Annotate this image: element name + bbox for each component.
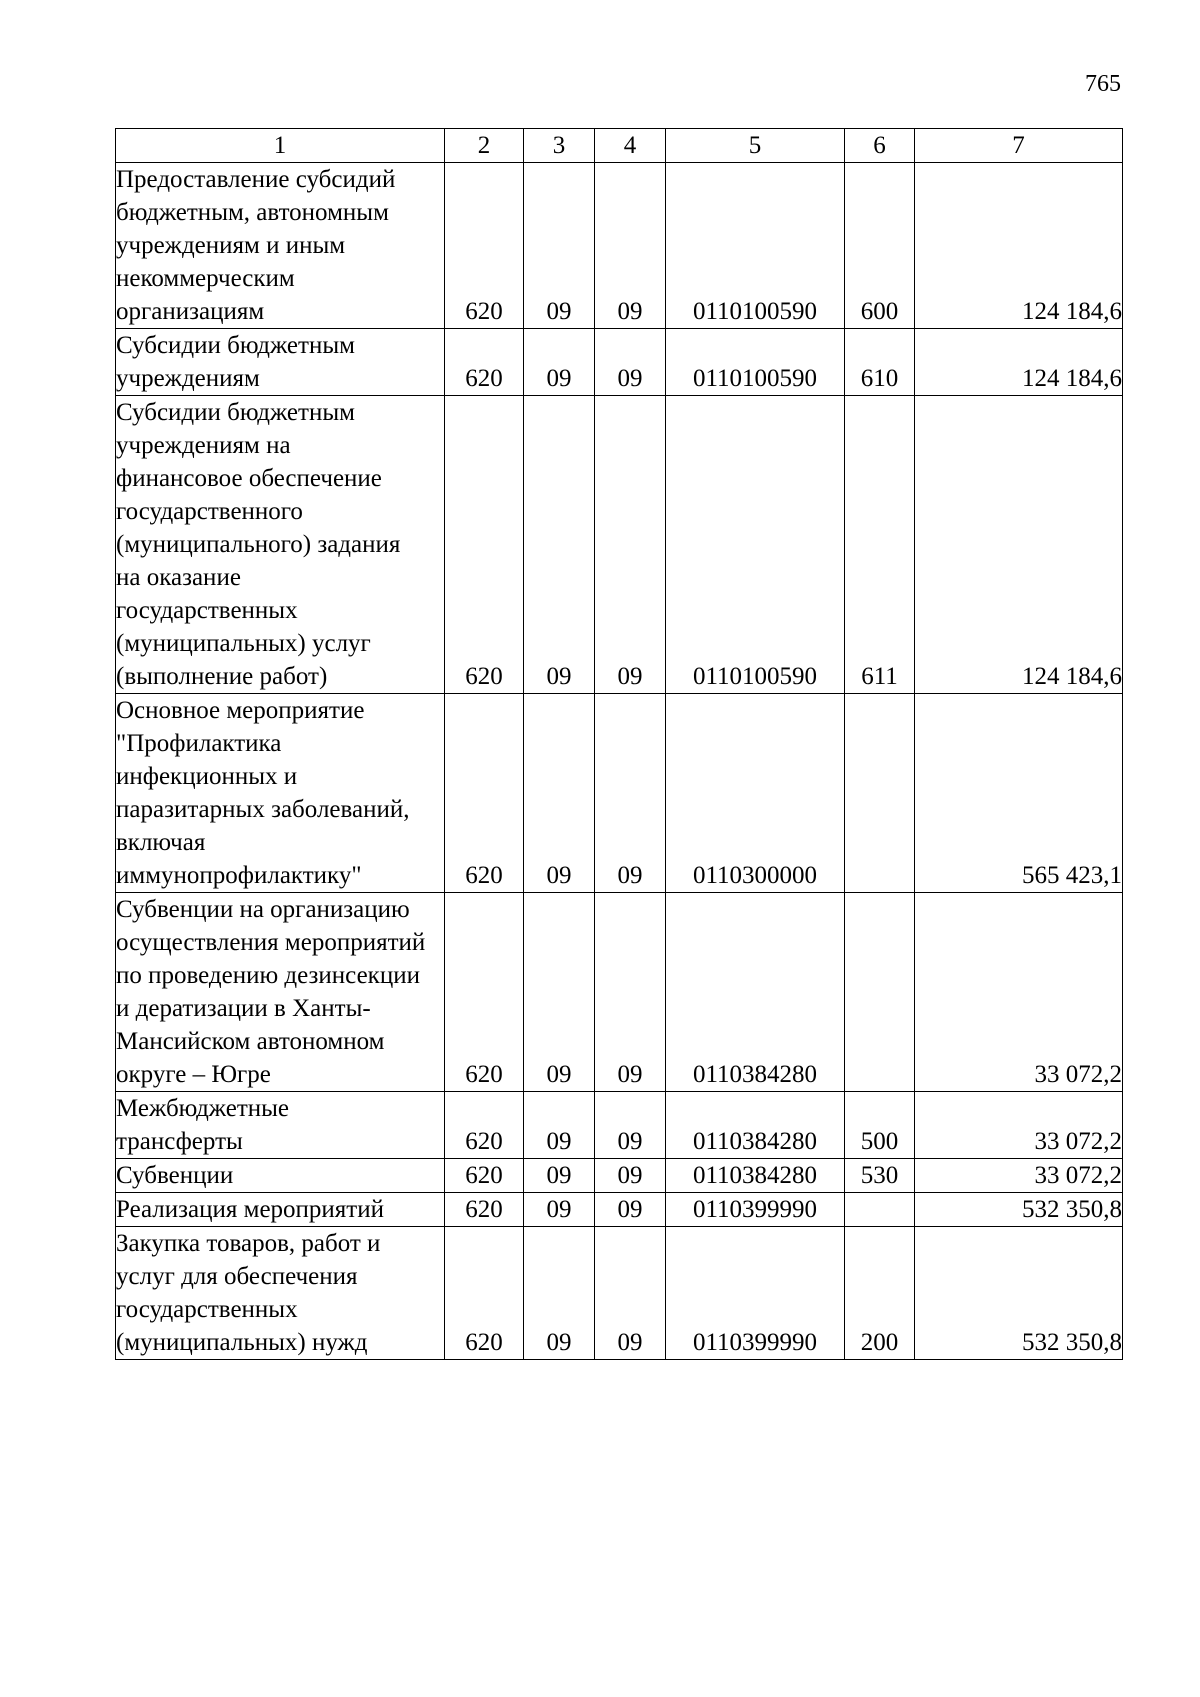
row-type	[845, 893, 915, 1092]
row-type: 611	[845, 396, 915, 694]
row-name: Субсидии бюджетным учреждениям	[116, 329, 445, 396]
row-name: Предоставление субсидий бюджетным, автономным учреждениям и иным некоммерческим организациям	[116, 163, 445, 329]
header-col-6: 6	[845, 129, 915, 163]
row-amount: 532 350,8	[915, 1193, 1123, 1227]
row-ministry: 620	[445, 1193, 524, 1227]
row-target: 0110384280	[666, 1092, 845, 1159]
row-amount: 124 184,6	[915, 329, 1123, 396]
row-subsection: 09	[595, 694, 666, 893]
row-subsection: 09	[595, 329, 666, 396]
table-row	[116, 163, 1123, 329]
row-subsection: 09	[595, 893, 666, 1092]
row-ministry: 620	[445, 329, 524, 396]
row-subsection: 09	[595, 1193, 666, 1227]
row-name: Субвенции на организацию осуществления мероприятий по проведению дезинсекции и дератизации в Ханты-Мансийском автономном округе – Югре	[116, 893, 445, 1092]
table-row	[116, 1092, 1123, 1159]
row-target: 0110399990	[666, 1227, 845, 1360]
row-ministry: 620	[445, 1092, 524, 1159]
row-type: 200	[845, 1227, 915, 1360]
row-amount: 33 072,2	[915, 1092, 1123, 1159]
row-section: 09	[524, 396, 595, 694]
row-amount: 124 184,6	[915, 163, 1123, 329]
row-section: 09	[524, 329, 595, 396]
row-ministry: 620	[445, 893, 524, 1092]
row-name: Субвенции	[116, 1159, 445, 1193]
row-subsection: 09	[595, 396, 666, 694]
table-row	[116, 396, 1123, 694]
row-type	[845, 1193, 915, 1227]
row-section: 09	[524, 163, 595, 329]
header-col-4: 4	[595, 129, 666, 163]
header-col-3: 3	[524, 129, 595, 163]
header-row	[116, 129, 1123, 163]
row-amount: 124 184,6	[915, 396, 1123, 694]
row-subsection: 09	[595, 1092, 666, 1159]
row-subsection: 09	[595, 1159, 666, 1193]
row-ministry: 620	[445, 163, 524, 329]
page-number: 765	[1085, 71, 1121, 97]
row-type: 610	[845, 329, 915, 396]
row-target: 0110384280	[666, 1159, 845, 1193]
row-name: Основное мероприятие "Профилактика инфекционных и паразитарных заболеваний, включая иммунопрофилактику"	[116, 694, 445, 893]
row-section: 09	[524, 694, 595, 893]
row-section: 09	[524, 1159, 595, 1193]
row-subsection: 09	[595, 163, 666, 329]
row-ministry: 620	[445, 694, 524, 893]
table-row	[116, 1193, 1123, 1227]
row-amount: 33 072,2	[915, 893, 1123, 1092]
row-target: 0110100590	[666, 329, 845, 396]
table-row	[116, 694, 1123, 893]
row-target: 0110300000	[666, 694, 845, 893]
row-section: 09	[524, 1193, 595, 1227]
table-row	[116, 329, 1123, 396]
row-name: Закупка товаров, работ и услуг для обеспечения государственных (муниципальных) нужд	[116, 1227, 445, 1360]
row-amount: 565 423,1	[915, 694, 1123, 893]
row-ministry: 620	[445, 1159, 524, 1193]
row-section: 09	[524, 1227, 595, 1360]
table-row	[116, 893, 1123, 1092]
row-section: 09	[524, 893, 595, 1092]
header-col-2: 2	[445, 129, 524, 163]
row-type: 600	[845, 163, 915, 329]
row-ministry: 620	[445, 1227, 524, 1360]
row-target: 0110100590	[666, 396, 845, 694]
header-col-5: 5	[666, 129, 845, 163]
table-row	[116, 1159, 1123, 1193]
row-amount: 532 350,8	[915, 1227, 1123, 1360]
row-type: 530	[845, 1159, 915, 1193]
row-type	[845, 694, 915, 893]
header-col-7: 7	[915, 129, 1123, 163]
table-row	[116, 1227, 1123, 1360]
row-type: 500	[845, 1092, 915, 1159]
row-target: 0110100590	[666, 163, 845, 329]
row-target: 0110399990	[666, 1193, 845, 1227]
row-name: Субсидии бюджетным учреждениям на финансовое обеспечение государственного (муниципального) задания на оказание государственных (муниципальных) услуг (выполнение работ)	[116, 396, 445, 694]
header-col-1: 1	[116, 129, 445, 163]
row-name: Реализация мероприятий	[116, 1193, 445, 1227]
row-subsection: 09	[595, 1227, 666, 1360]
budget-table	[115, 128, 1123, 1360]
row-name: Межбюджетные трансферты	[116, 1092, 445, 1159]
row-ministry: 620	[445, 396, 524, 694]
row-target: 0110384280	[666, 893, 845, 1092]
row-amount: 33 072,2	[915, 1159, 1123, 1193]
row-section: 09	[524, 1092, 595, 1159]
